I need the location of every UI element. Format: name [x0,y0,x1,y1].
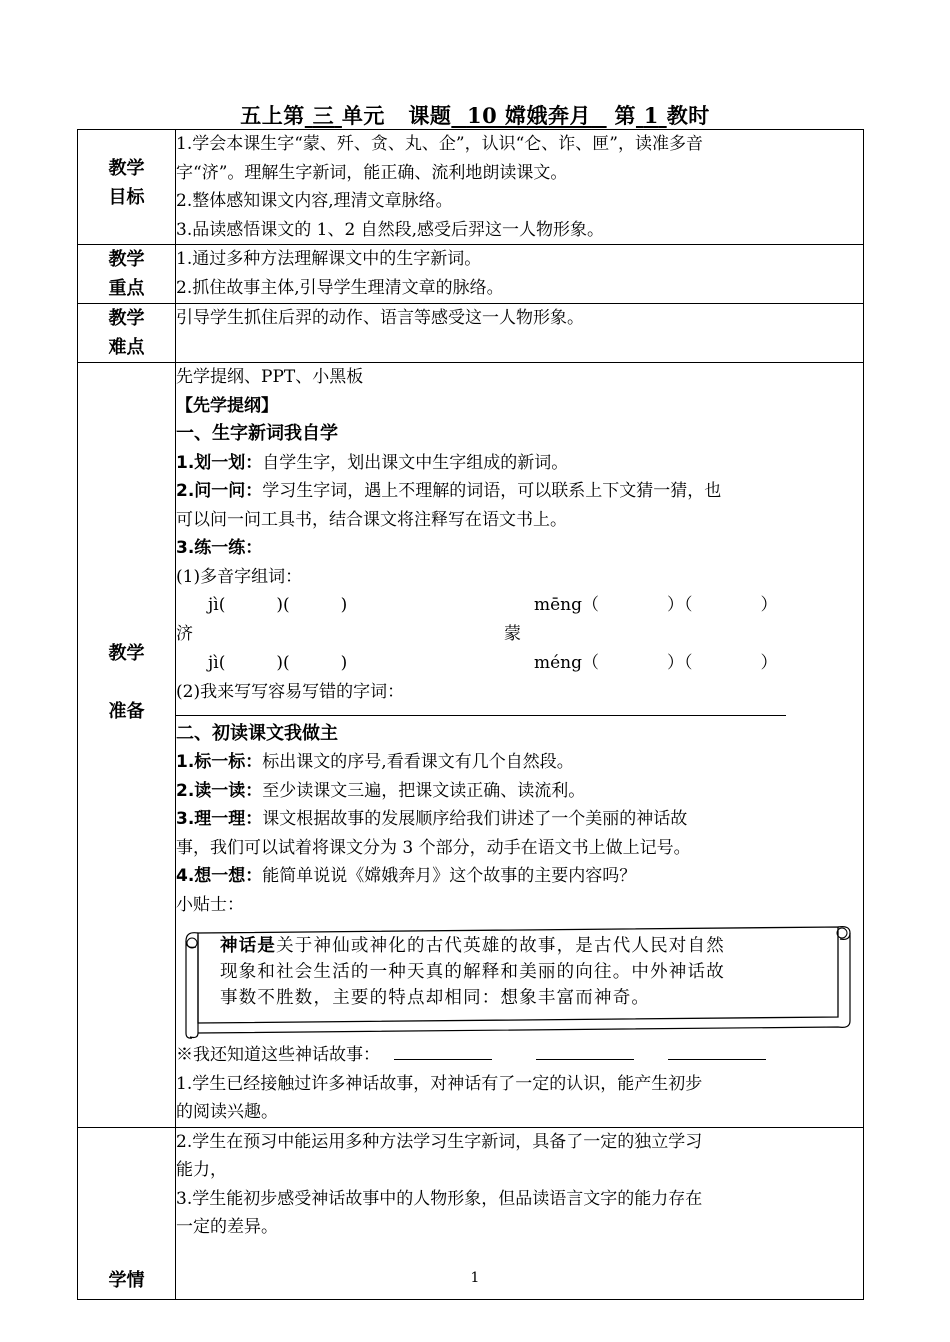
pinyin-meng-1: mēng（ ）（ ） [534,595,778,615]
difficulties-content [176,304,864,363]
title-unit-suffix: 单元 [341,103,385,128]
title-prefix: 五上第 [240,103,305,128]
title-lesson-no: 1 [643,103,659,128]
s2-item4: 4.想一想：能简单说说《嫦娥奔月》这个故事的主要内容吗？ [176,866,637,886]
label-student-situation: 学情 [78,1127,176,1299]
s2-item1: 1.标一标：标出课文的序号,看看课文有几个自然段。 [176,752,574,772]
tip-bold: 神话是 [220,936,277,956]
s1-item1: 1.划一划：自学生字，划出课文中生字组成的新词。 [176,452,569,473]
goal-line: 字“济”。理解生字新词，能正确、流利地朗读课文。 [176,162,568,183]
situation-line: 1.学生已经接触过许多神话故事，对神话有了一定的认识，能产生初步 [176,1073,703,1094]
situation-line: 能力， [176,1160,227,1180]
pinyin-row-2 [176,649,863,678]
s1-item3: 3.练一练： [176,538,263,558]
title-topic-label: 课题 [408,103,452,128]
teaching-goals-content [176,130,864,245]
know-more-line: ※我还知道这些神话故事： [176,1041,863,1070]
key-points-content [176,245,864,304]
title-lesson-prefix: 第 [614,103,636,128]
label-teaching-goals: 教学 目标 [78,130,176,245]
tip-text [220,933,830,1011]
section1-title: 一、生字新词我自学 [176,423,338,444]
difficulty-line: 引导学生抓住后羿的动作、语言等感受这一人物形象。 [176,308,584,328]
label-difficulties: 教学 难点 [78,304,176,363]
situation-line: 3.学生能初步感受神话故事中的人物形象，但品读语言文字的能力存在 [176,1188,703,1209]
title-unit: 三 [312,103,335,128]
tip-label: 小贴士： [176,894,244,915]
myth-blank-1[interactable] [394,1041,492,1060]
situation-line: 的阅读兴趣。 [176,1102,278,1122]
pinyin-ji-4: jì( )( ) [208,653,348,673]
outline-title: 【先学提纲】 [176,395,278,416]
label-preparation: 教学 准备 [78,363,176,1128]
key-point-line: 1.通过多种方法理解课文中的生字新词。 [176,249,482,269]
preparation-content [176,363,864,1128]
tip-line-1: 关于神仙或神化的古代英雄的故事，是古代人民对自然 [276,936,725,956]
page-number: 1 [470,1270,480,1286]
row-difficulties [78,304,864,363]
tip-line-2: 现象和社会生活的一种天真的解释和美丽的向往。中外神话故 [220,962,725,982]
goal-line: 3.品读感悟课文的 1、2 自然段,感受后羿这一人物形象。 [176,219,605,240]
pinyin-meng-2: méng（ ）（ ） [534,653,778,673]
sub1-polyphone: (1)多音字组词： [176,566,303,587]
sub2-write: (2)我来写写容易写错的字词： [176,682,405,702]
tip-scroll-box [176,921,863,1041]
char-row [176,620,863,649]
char-ji: 济 [176,624,193,644]
row-preparation [78,363,864,1128]
title-lesson-suffix: 教时 [666,103,710,128]
title-topic: 10 嫦娥奔月 [466,103,592,128]
lesson-plan-table [77,129,864,1300]
situation-line: 一定的差异。 [176,1217,278,1237]
goal-line: 1.学会本课生字“蒙、歼、贪、丸、企”，认识“仑、诈、匣”，读准多音 [176,134,703,154]
pinyin-row-1 [176,591,863,620]
page-title [0,100,950,130]
section2-title: 二、初读课文我做主 [176,722,338,744]
s2-item3: 3.理一理：课文根据故事的发展顺序给我们讲述了一个美丽的神话故 [176,809,688,829]
row-key-points [78,245,864,304]
tip-line-3: 事数不胜数，主要的特点却相同：想象丰富而神奇。 [220,988,651,1008]
pinyin-ji-1: jì( )( ) [208,595,348,615]
writing-blank-line[interactable] [176,707,786,716]
myth-blank-2[interactable] [536,1041,634,1060]
materials-text: 先学提纲、PPT、小黑板 [176,367,364,387]
s1-item2: 2.问一问：学习生字词，遇上不理解的词语，可以联系上下文猜一猜，也 [176,481,722,501]
char-meng: 蒙 [504,624,521,644]
s2-item3-cont: 事，我们可以试着将课文分为 3 个部分，动手在语文书上做上记号。 [176,837,691,858]
myth-blank-3[interactable] [668,1041,766,1060]
situation-line: 2.学生在预习中能运用多种方法学习生字新词，具备了一定的独立学习 [176,1131,703,1152]
row-teaching-goals [78,130,864,245]
key-point-line: 2.抓住故事主体,引导学生理清文章的脉络。 [176,277,504,298]
goal-line: 2.整体感知课文内容,理清文章脉络。 [176,191,453,211]
s1-item2-cont: 可以问一问工具书，结合课文将注释写在语文书上。 [176,509,567,530]
label-key-points: 教学 重点 [78,245,176,304]
s2-item2: 2.读一读：至少读课文三遍，把课文读正确、读流利。 [176,780,586,801]
